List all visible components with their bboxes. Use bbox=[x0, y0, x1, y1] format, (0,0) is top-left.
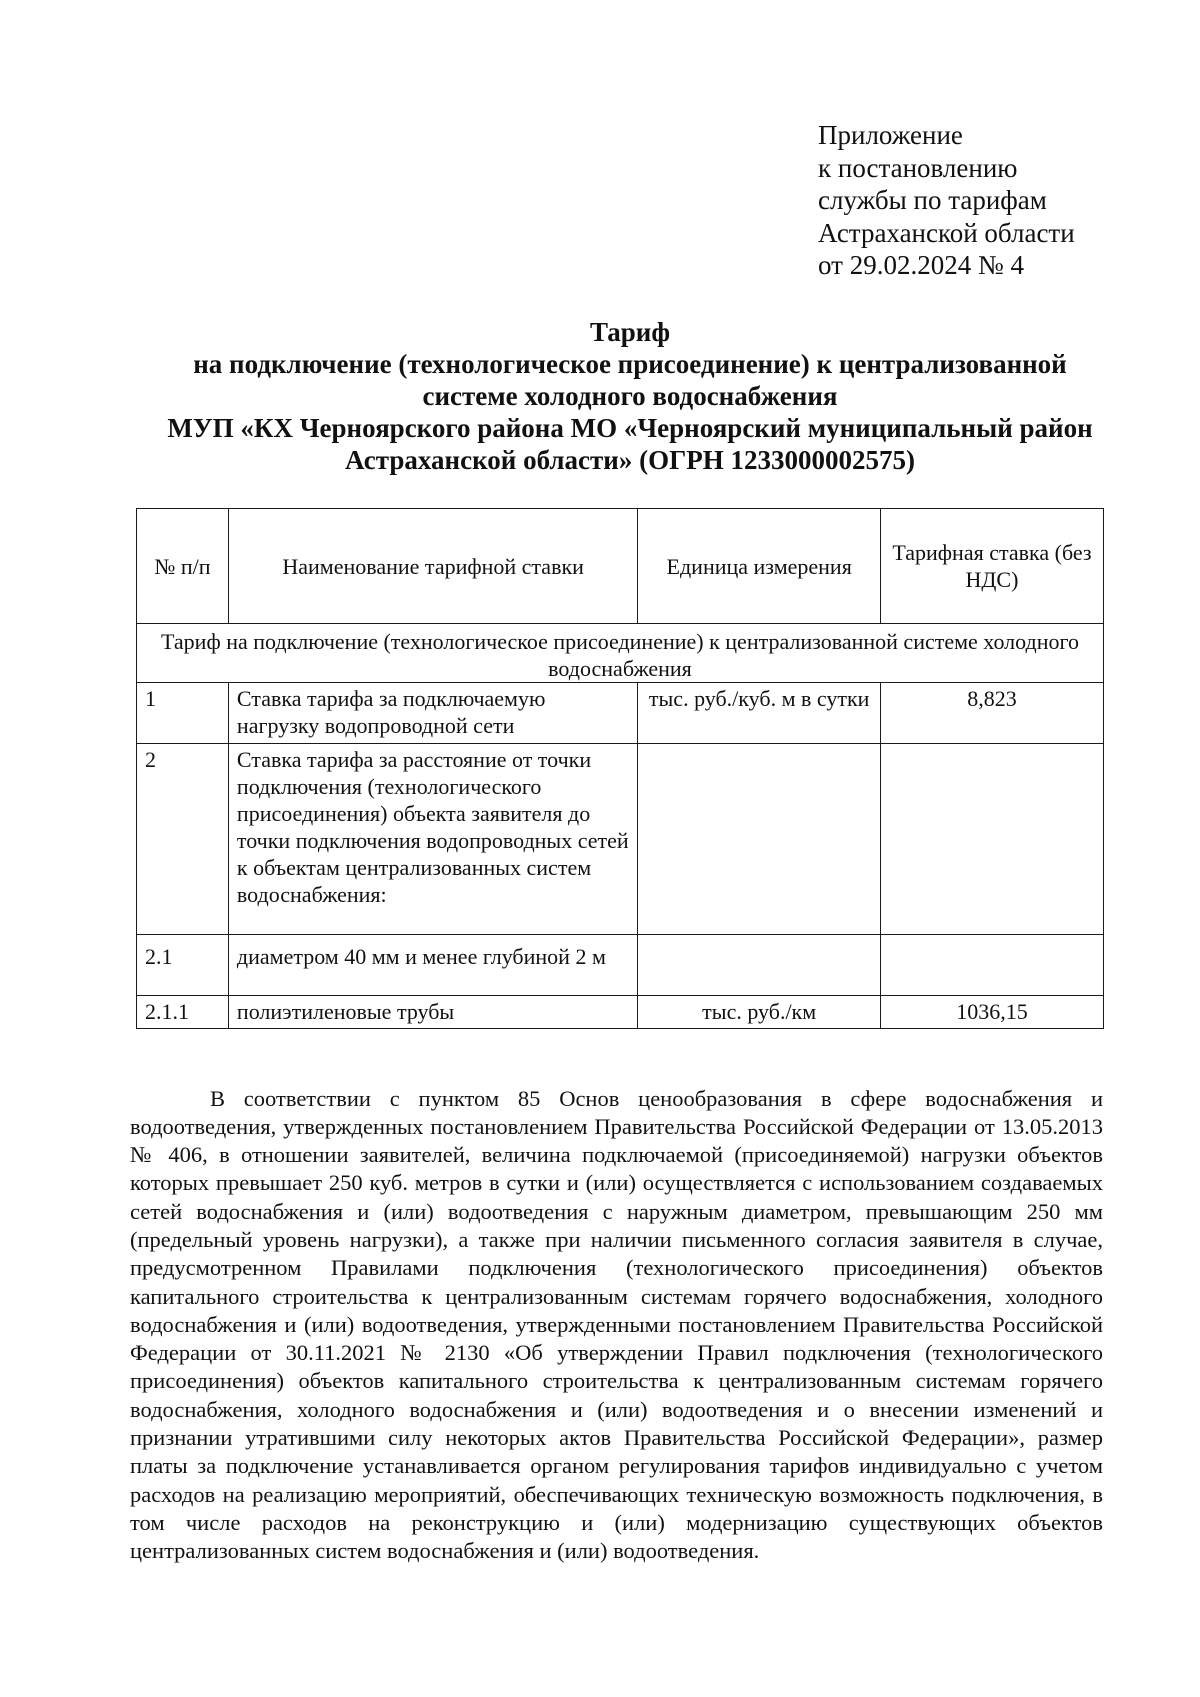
table-row bbox=[137, 935, 1104, 996]
row-rate bbox=[880, 744, 1103, 935]
row-num: 2.1 bbox=[137, 935, 229, 996]
row-num: 1 bbox=[137, 683, 229, 744]
table-row bbox=[137, 683, 1104, 744]
row-unit bbox=[638, 744, 881, 935]
appendix-note bbox=[818, 119, 1075, 282]
title-line-4: МУП «КХ Черноярского района МО «Черноярский муниципальный район bbox=[167, 413, 1093, 443]
row-rate: 8,823 bbox=[880, 683, 1103, 744]
title-line-2: на подключение (технологическое присоединение) к централизованной bbox=[193, 349, 1067, 379]
row-name: полиэтиленовые трубы bbox=[228, 996, 637, 1029]
appendix-line-3: службы по тарифам bbox=[818, 185, 1047, 215]
title-line-3: системе холодного водоснабжения bbox=[422, 381, 838, 411]
appendix-line-1: Приложение bbox=[818, 120, 963, 150]
section-title: Тариф на подключение (технологическое присоединение) к централизованной системе холодного водоснабжения bbox=[137, 624, 1104, 683]
table-section-row bbox=[137, 624, 1104, 683]
row-unit bbox=[638, 935, 881, 996]
appendix-line-5: от 29.02.2024 № 4 bbox=[818, 250, 1024, 280]
appendix-line-4: Астраханской области bbox=[818, 217, 1075, 248]
row-name: диаметром 40 мм и менее глубиной 2 м bbox=[228, 935, 637, 996]
appendix-line-2: к постановлению bbox=[818, 152, 1018, 183]
body-paragraph: В соответствии с пунктом 85 Основ ценообразования в сфере водоснабжения и водоотведения, утвержденных постановлением Правительства Российской Федерации от 13.05.2013 № 406, в отношении заявителей, величина подключаемой (присоединяемой) нагрузки объектов которых превышает 250 куб. метров в сутки и (или) осуществляется с использованием создаваемых сетей водоснабжения и (или) водоотведения с наружным диаметром, превышающим 250 мм (предельный уровень нагрузки), а также при наличии письменного согласия заявителя в случае, предусмотренном Правилами подключения (технологического присоединения) объектов капитального строительства к централизованным системам горячего водоснабжения, холодного водоснабжения и (или) водоотведения, утвержденными постановлением Правительства Российской Федерации от 30.11.2021 № 2130 «Об утверждении Правил подключения (технологического присоединения) объектов капитального строительства к централизованным системам горячего водоснабжения, холодного водоснабжения и (или) водоотведения и о внесении изменений и признании утратившими силу некоторых актов Правительства Российской Федерации», размер платы за подключение устанавливается органом регулирования тарифов индивидуально с учетом расходов на реализацию мероприятий, обеспечивающих техническую возможность подключения, в том числе расходов на реконструкцию и (или) модернизацию существующих объектов централизованных систем водоснабжения и (или) водоотведения. bbox=[130, 1085, 1103, 1564]
table-header-row bbox=[137, 509, 1104, 624]
tariff-table bbox=[136, 508, 1104, 1029]
table-row bbox=[137, 744, 1104, 935]
row-rate bbox=[880, 935, 1103, 996]
row-unit: тыс. руб./км bbox=[638, 996, 881, 1029]
row-num: 2.1.1 bbox=[137, 996, 229, 1029]
header-rate: Тарифная ставка (без НДС) bbox=[880, 509, 1103, 624]
row-unit: тыс. руб./куб. м в сутки bbox=[638, 683, 881, 744]
row-num: 2 bbox=[137, 744, 229, 935]
row-name: Ставка тарифа за подключаемую нагрузку водопроводной сети bbox=[228, 683, 637, 744]
row-rate: 1036,15 bbox=[880, 996, 1103, 1029]
title-line-5: Астраханской области» (ОГРН 1233000002575) bbox=[344, 445, 916, 475]
document-title bbox=[120, 316, 1140, 476]
header-name: Наименование тарифной ставки bbox=[228, 509, 637, 624]
header-num: № п/п bbox=[137, 509, 229, 624]
header-unit: Единица измерения bbox=[638, 509, 881, 624]
title-line-1: Тариф bbox=[589, 317, 671, 347]
table-row bbox=[137, 996, 1104, 1029]
row-name: Ставка тарифа за расстояние от точки подключения (технологического присоединения) объекта заявителя до точки подключения водопроводных сетей к объектам централизованных систем водоснабжения: bbox=[228, 744, 637, 935]
